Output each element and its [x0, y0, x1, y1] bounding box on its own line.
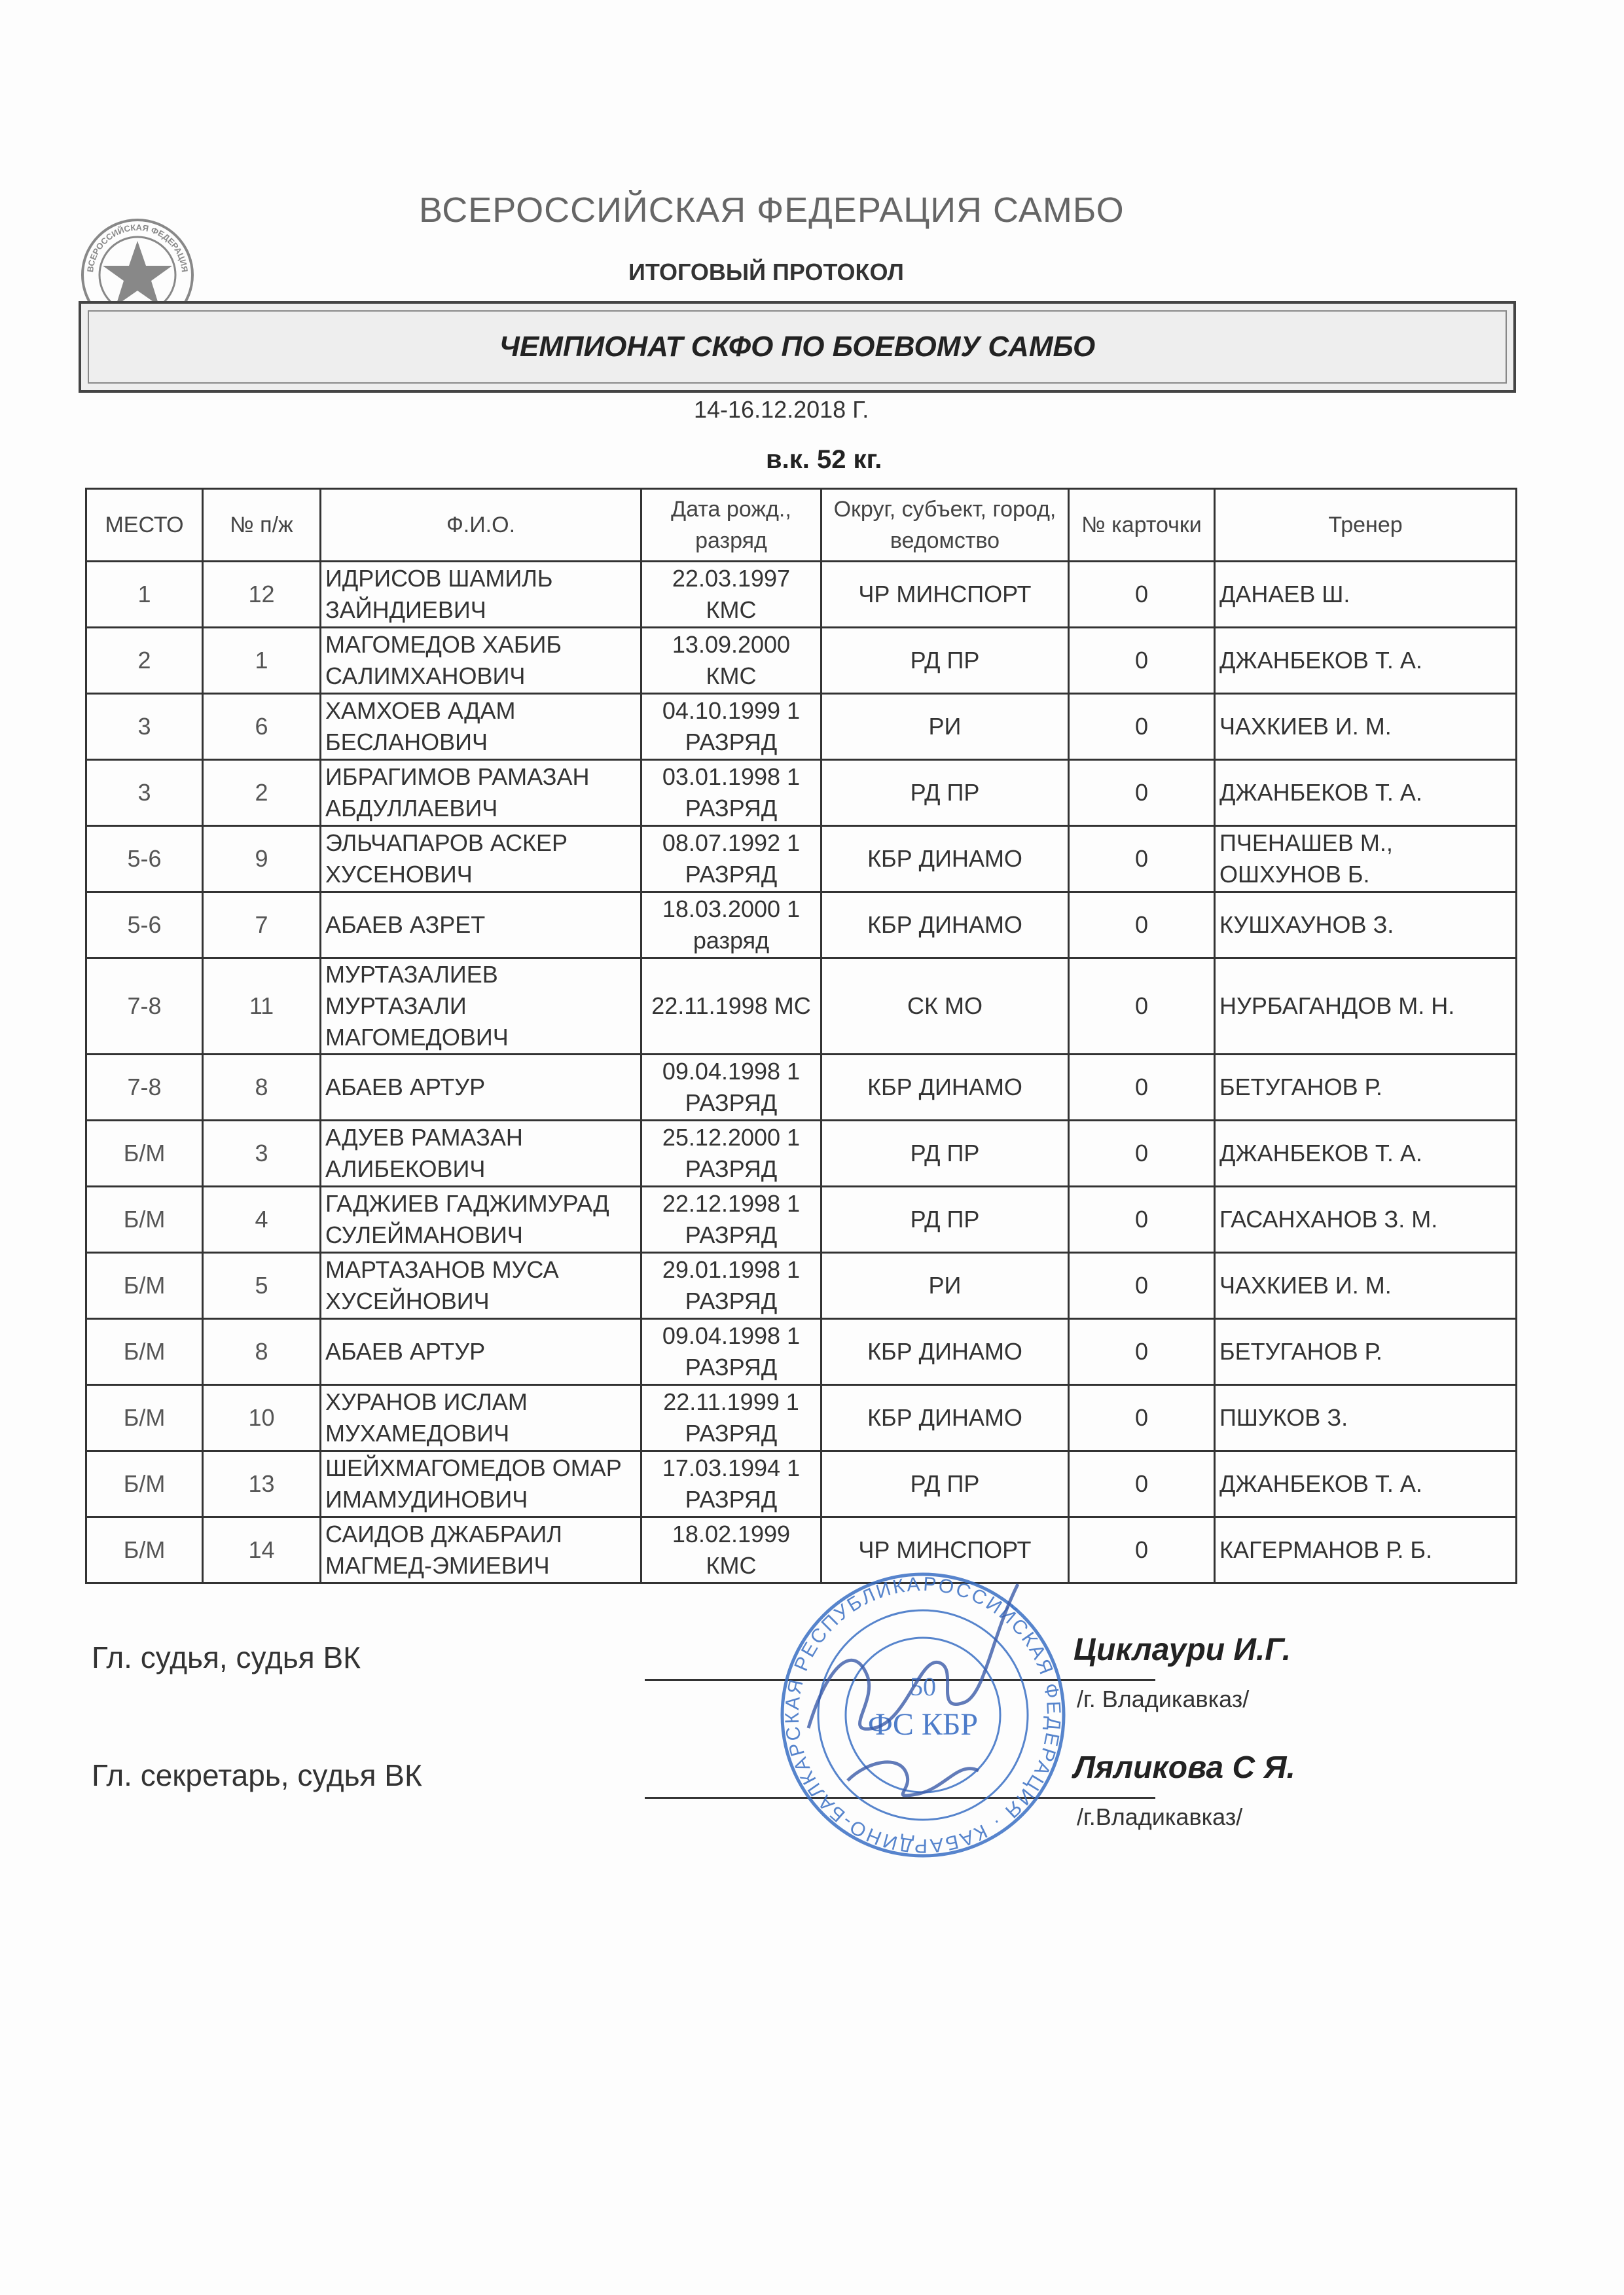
cell-region: КБР ДИНАМО: [821, 1385, 1069, 1451]
cell-coach: ЧАХКИЕВ И. М.: [1215, 1253, 1517, 1319]
signature-city: /г.Владикавказ/: [1077, 1803, 1243, 1830]
cell-region: РИ: [821, 1253, 1069, 1319]
table-row: [86, 562, 1517, 628]
cell-name: ИБРАГИМОВ РАМАЗАН АБДУЛЛАЕВИЧ: [321, 760, 641, 826]
cell-number: 7: [203, 892, 321, 958]
cell-card: 0: [1069, 1055, 1215, 1121]
event-title: ЧЕМПИОНАТ СКФО ПО БОЕВОМУ САМБО: [499, 331, 1096, 363]
table-row: [86, 1319, 1517, 1385]
cell-region: КБР ДИНАМО: [821, 1319, 1069, 1385]
table-row: [86, 1055, 1517, 1121]
cell-card: 0: [1069, 892, 1215, 958]
stamp-center-text: ФС КБР: [867, 1707, 979, 1742]
cell-birth: 04.10.1999 1 РАЗРЯД: [641, 694, 821, 760]
cell-region: РД ПР: [821, 760, 1069, 826]
cell-name: АБАЕВ АРТУР: [321, 1055, 641, 1121]
cell-name: ИДРИСОВ ШАМИЛЬ ЗАЙНДИЕВИЧ: [321, 562, 641, 628]
cell-card: 0: [1069, 694, 1215, 760]
cell-card: 0: [1069, 1385, 1215, 1451]
cell-number: 4: [203, 1187, 321, 1253]
cell-place: 3: [86, 694, 203, 760]
cell-place: 5-6: [86, 892, 203, 958]
cell-coach: КАГЕРМАНОВ Р. Б.: [1215, 1517, 1517, 1583]
cell-birth: 18.03.2000 1 разряд: [641, 892, 821, 958]
cell-place: Б/М: [86, 1319, 203, 1385]
cell-number: 12: [203, 562, 321, 628]
cell-birth: 17.03.1994 1 РАЗРЯД: [641, 1451, 821, 1517]
cell-coach: ЧАХКИЕВ И. М.: [1215, 694, 1517, 760]
cell-number: 11: [203, 958, 321, 1055]
table-row: [86, 760, 1517, 826]
cell-birth: 22.11.1998 МС: [641, 958, 821, 1055]
cell-name: ХУРАНОВ ИСЛАМ МУХАМЕДОВИЧ: [321, 1385, 641, 1451]
svg-text:50: 50: [910, 1672, 936, 1701]
cell-card: 0: [1069, 562, 1215, 628]
cell-card: 0: [1069, 1187, 1215, 1253]
cell-card: 0: [1069, 1517, 1215, 1583]
signature-name: Циклаури И.Г.: [1074, 1633, 1291, 1667]
cell-name: АБАЕВ АРТУР: [321, 1319, 641, 1385]
cell-region: РД ПР: [821, 1451, 1069, 1517]
cell-place: 5-6: [86, 826, 203, 892]
signature-role: Гл. судья, судья ВК: [92, 1640, 361, 1674]
table-header-row: [86, 489, 1517, 562]
cell-coach: ДЖАНБЕКОВ Т. А.: [1215, 628, 1517, 694]
cell-place: Б/М: [86, 1187, 203, 1253]
event-date: 14-16.12.2018 Г.: [694, 396, 869, 423]
handwritten-signature: [848, 1762, 979, 1796]
cell-number: 8: [203, 1319, 321, 1385]
cell-place: Б/М: [86, 1517, 203, 1583]
cell-number: 9: [203, 826, 321, 892]
cell-card: 0: [1069, 1319, 1215, 1385]
signature-role: Гл. секретарь, судья ВК: [92, 1758, 422, 1792]
table-row: [86, 1121, 1517, 1187]
cell-place: Б/М: [86, 1253, 203, 1319]
weight-category: в.к. 52 кг.: [766, 445, 882, 474]
header-birth: Дата рожд., разряд: [641, 489, 821, 562]
cell-number: 5: [203, 1253, 321, 1319]
signature-city: /г. Владикавказ/: [1077, 1686, 1250, 1712]
logo-text-top: ВСЕРОССИЙСКАЯ ФЕДЕРАЦИЯ: [85, 222, 190, 273]
results-table: [85, 488, 1517, 1584]
cell-birth: 18.02.1999 КМС: [641, 1517, 821, 1583]
header-coach: Тренер: [1215, 489, 1517, 562]
cell-name: АБАЕВ АЗРЕТ: [321, 892, 641, 958]
cell-coach: ДАНАЕВ Ш.: [1215, 562, 1517, 628]
cell-place: Б/М: [86, 1385, 203, 1451]
header-name: Ф.И.О.: [321, 489, 641, 562]
cell-region: ЧР МИНСПОРТ: [821, 1517, 1069, 1583]
cell-card: 0: [1069, 1253, 1215, 1319]
organization-title: ВСЕРОССИЙСКАЯ ФЕДЕРАЦИЯ САМБО: [419, 190, 1125, 230]
cell-coach: ДЖАНБЕКОВ Т. А.: [1215, 760, 1517, 826]
table-row: [86, 958, 1517, 1055]
cell-card: 0: [1069, 958, 1215, 1055]
cell-place: Б/М: [86, 1121, 203, 1187]
cell-coach: НУРБАГАНДОВ М. Н.: [1215, 958, 1517, 1055]
cell-place: 1: [86, 562, 203, 628]
cell-number: 14: [203, 1517, 321, 1583]
table-row: [86, 892, 1517, 958]
cell-birth: 22.03.1997 КМС: [641, 562, 821, 628]
cell-name: МУРТАЗАЛИЕВ МУРТАЗАЛИ МАГОМЕДОВИЧ: [321, 958, 641, 1055]
cell-birth: 22.11.1999 1 РАЗРЯД: [641, 1385, 821, 1451]
table-row: [86, 628, 1517, 694]
cell-place: 7-8: [86, 1055, 203, 1121]
cell-birth: 09.04.1998 1 РАЗРЯД: [641, 1055, 821, 1121]
table-row: [86, 1187, 1517, 1253]
table-row: [86, 1253, 1517, 1319]
cell-region: РД ПР: [821, 628, 1069, 694]
table-row: [86, 1451, 1517, 1517]
cell-region: ЧР МИНСПОРТ: [821, 562, 1069, 628]
header-region: Округ, субъект, город, ведомство: [821, 489, 1069, 562]
cell-region: СК МО: [821, 958, 1069, 1055]
cell-region: КБР ДИНАМО: [821, 826, 1069, 892]
cell-coach: ДЖАНБЕКОВ Т. А.: [1215, 1451, 1517, 1517]
cell-place: 3: [86, 760, 203, 826]
cell-number: 13: [203, 1451, 321, 1517]
cell-card: 0: [1069, 628, 1215, 694]
cell-number: 8: [203, 1055, 321, 1121]
stamp-ring-text: РОССИЙСКАЯ ФЕДЕРАЦИЯ · КАБАРДИНО-БАЛКАРСКАЯ РЕСПУБЛИКА: [781, 1573, 1065, 1857]
signature-name: Ляликова С Я.: [1074, 1750, 1295, 1785]
star-emblem-icon: [103, 241, 172, 306]
cell-birth: 03.01.1998 1 РАЗРЯД: [641, 760, 821, 826]
cell-name: САИДОВ ДЖАБРАИЛ МАГМЕД-ЭМИЕВИЧ: [321, 1517, 641, 1583]
table-row: [86, 1385, 1517, 1451]
cell-name: ШЕЙХМАГОМЕДОВ ОМАР ИМАМУДИНОВИЧ: [321, 1451, 641, 1517]
cell-coach: БЕТУГАНОВ Р.: [1215, 1319, 1517, 1385]
header-number: № п/ж: [203, 489, 321, 562]
cell-name: ГАДЖИЕВ ГАДЖИМУРАД СУЛЕЙМАНОВИЧ: [321, 1187, 641, 1253]
cell-birth: 29.01.1998 1 РАЗРЯД: [641, 1253, 821, 1319]
cell-place: 7-8: [86, 958, 203, 1055]
header-place: МЕСТО: [86, 489, 203, 562]
cell-region: РД ПР: [821, 1187, 1069, 1253]
cell-number: 1: [203, 628, 321, 694]
table-row: [86, 826, 1517, 892]
cell-region: РИ: [821, 694, 1069, 760]
cell-birth: 09.04.1998 1 РАЗРЯД: [641, 1319, 821, 1385]
cell-coach: ДЖАНБЕКОВ Т. А.: [1215, 1121, 1517, 1187]
cell-card: 0: [1069, 1121, 1215, 1187]
cell-number: 3: [203, 1121, 321, 1187]
cell-birth: 22.12.1998 1 РАЗРЯД: [641, 1187, 821, 1253]
official-stamp: [769, 1564, 1077, 1866]
cell-coach: КУШХАУНОВ З.: [1215, 892, 1517, 958]
cell-number: 6: [203, 694, 321, 760]
cell-region: КБР ДИНАМО: [821, 892, 1069, 958]
header-card: № карточки: [1069, 489, 1215, 562]
event-banner: [79, 301, 1516, 393]
cell-name: МАГОМЕДОВ ХАБИБ САЛИМХАНОВИЧ: [321, 628, 641, 694]
cell-birth: 13.09.2000 КМС: [641, 628, 821, 694]
cell-name: ХАМХОЕВ АДАМ БЕСЛАНОВИЧ: [321, 694, 641, 760]
cell-region: РД ПР: [821, 1121, 1069, 1187]
cell-name: ЭЛЬЧАПАРОВ АСКЕР ХУСЕНОВИЧ: [321, 826, 641, 892]
cell-card: 0: [1069, 760, 1215, 826]
cell-card: 0: [1069, 826, 1215, 892]
cell-place: 2: [86, 628, 203, 694]
cell-card: 0: [1069, 1451, 1215, 1517]
cell-coach: ПЧЕНАШЕВ М., ОШХУНОВ Б.: [1215, 826, 1517, 892]
cell-place: Б/М: [86, 1451, 203, 1517]
cell-name: МАРТАЗАНОВ МУСА ХУСЕЙНОВИЧ: [321, 1253, 641, 1319]
cell-coach: ГАСАНХАНОВ З. М.: [1215, 1187, 1517, 1253]
cell-name: АДУЕВ РАМАЗАН АЛИБЕКОВИЧ: [321, 1121, 641, 1187]
cell-birth: 08.07.1992 1 РАЗРЯД: [641, 826, 821, 892]
cell-birth: 25.12.2000 1 РАЗРЯД: [641, 1121, 821, 1187]
table-row: [86, 694, 1517, 760]
cell-number: 10: [203, 1385, 321, 1451]
cell-coach: ПШУКОВ З.: [1215, 1385, 1517, 1451]
cell-number: 2: [203, 760, 321, 826]
cell-coach: БЕТУГАНОВ Р.: [1215, 1055, 1517, 1121]
cell-region: КБР ДИНАМО: [821, 1055, 1069, 1121]
document-type: ИТОГОВЫЙ ПРОТОКОЛ: [628, 259, 904, 285]
